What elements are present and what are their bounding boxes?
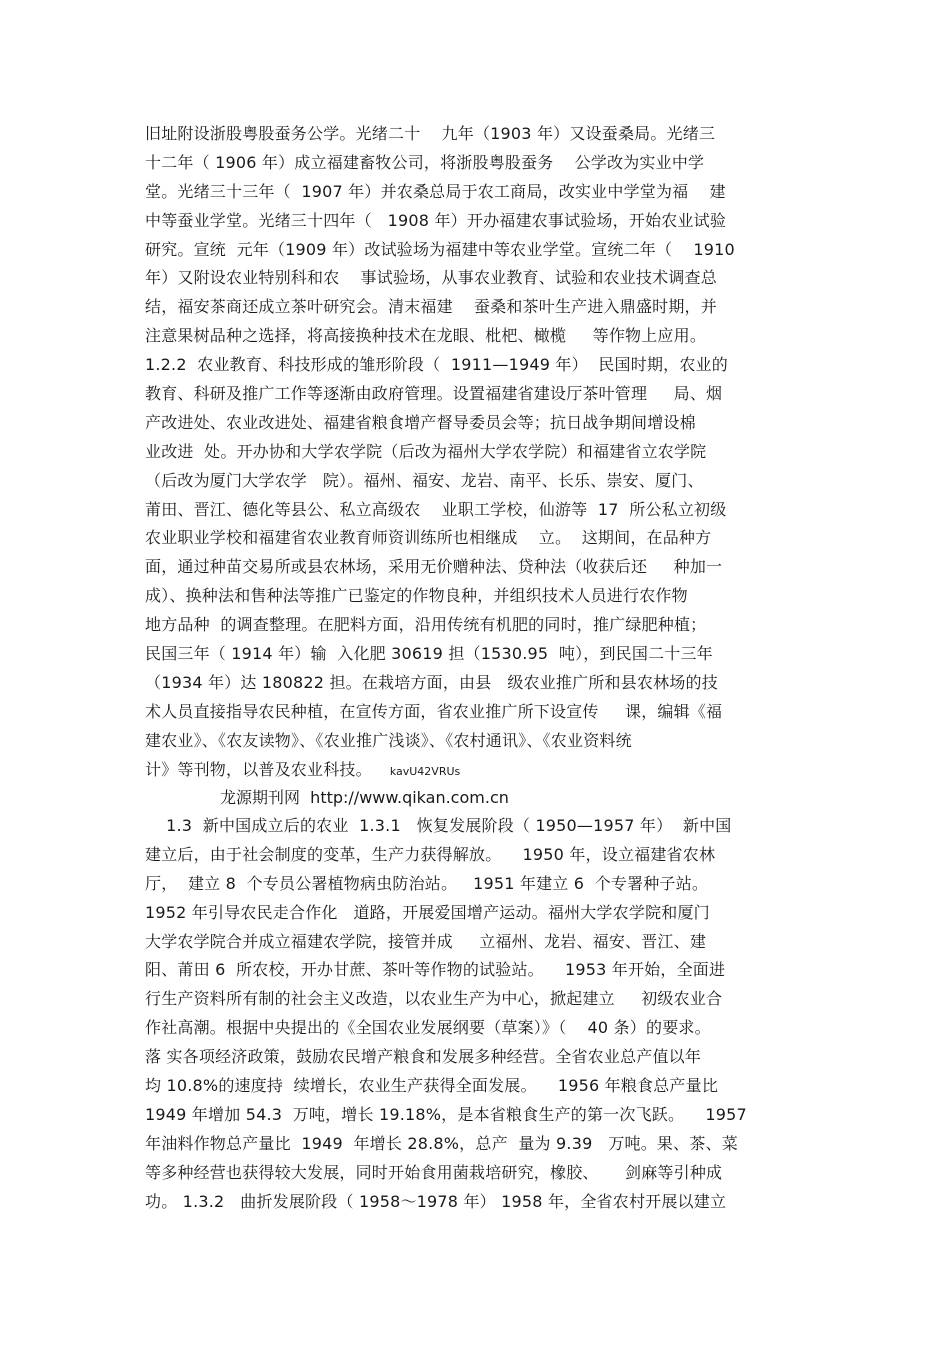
text-line: （1934 年）达 180822 担。在栽培方面，由县 级农业推广所和县农林场的技 — [145, 672, 718, 692]
text-line: 堂。光绪三十三年（ 1907 年）并农桑总局于农工商局，改实业中学堂为福 建 — [145, 181, 726, 201]
text-line: 阳、莆田 6 所农校，开办甘蔗、茶叶等作物的试验站。 1953 年开始，全面进 — [145, 960, 726, 980]
text-line: 注意果树品种之选择，将高接换种技术在龙眼、枇杷、橄榄 等作物上应用。 — [145, 326, 707, 346]
text-line: 落 实各项经济政策，鼓励农民增产粮食和发展多种经营。全省农业总产值以年 — [145, 1047, 702, 1067]
text-line: 行生产资料所有制的社会主义改造，以农业生产为中心，掀起建立 初级农业合 — [145, 989, 723, 1009]
text-line: 地方品种 的调查整理。在肥料方面，沿用传统有机肥的同时，推广绿肥种植； — [145, 615, 707, 635]
text-line: 教育、科研及推广工作等逐渐由政府管理。设置福建省建设厅茶叶管理 局、烟 — [145, 384, 723, 404]
text-line-content: 计》等刊物，以普及农业科技。 — [145, 759, 372, 779]
text-line: 建农业》、《农友读物》、《农业推广浅谈》、《农村通讯》、《农业资料统 — [145, 730, 632, 750]
source-credit-line: 龙源期刊网 http://www.qikan.com.cn — [220, 788, 509, 807]
text-line: 1.2.2 农业教育、科技形成的雏形阶段（ 1911—1949 年） 民国时期，农业的 — [145, 355, 728, 375]
text-line: 1.3 新中国成立后的农业 1.3.1 恢复发展阶段（ 1950—1957 年） 新中国 — [145, 816, 732, 835]
text-line: 作社高潮。根据中央提出的《全国农业发展纲要（草案）》（ 40 条）的要求。 — [145, 1018, 711, 1038]
body-text-section-1 — [145, 120, 825, 784]
text-line: 产改进处、农业改进处、福建省粮食增产督导委员会等；抗日战争期间增设棉 — [145, 412, 696, 432]
text-line: 面，通过种苗交易所或县农林场，采用无价赠种法、贷种法（收获后还 种加一 — [145, 557, 723, 577]
text-line: 1952 年引导农民走合作化 道路，开展爱国增产运动。福州大学农学院和厦门 — [145, 902, 710, 922]
text-line: 中等蚕业学堂。光绪三十四年（ 1908 年）开办福建农事试验场，开始农业试验 — [145, 210, 727, 230]
text-line: 旧址附设浙股粤股蚕务公学。光绪二十 九年（1903 年）又设蚕桑局。光绪三 — [145, 124, 716, 143]
body-text-section-2 — [145, 812, 825, 1216]
text-line: 莆田、晋江、德化等县公、私立高级农 业职工学校，仙游等 17 所公私立初级 — [145, 499, 727, 519]
text-line: 厅， 建立 8 个专员公署植物病虫防治站。 1951 年建立 6 个专署种子站。 — [145, 873, 709, 893]
text-line: 十二年（ 1906 年）成立福建畜牧公司，将浙股粤股蚕务 公学改为实业中学 — [145, 152, 705, 172]
text-line: 年）又附设农业特别科和农 事试验场，从事农业教育、试验和农业技术调查总 — [145, 268, 717, 288]
text-line: 民国三年（ 1914 年）输 入化肥 30619 担（1530.95 吨），到民国二十三年 — [145, 644, 713, 664]
text-line: 大学农学院合并成立福建农学院，接管并成 立福州、龙岩、福安、晋江、建 — [145, 931, 707, 951]
text-line: 均 10.8%的速度持 续增长，农业生产获得全面发展。 1956 年粮食总产量比 — [145, 1076, 719, 1096]
text-line-last — [145, 756, 825, 785]
text-line: 结，福安茶商还成立茶叶研究会。清末福建 蚕桑和茶叶生产进入鼎盛时期，并 — [145, 297, 717, 317]
text-line: 功。 1.3.2 曲折发展阶段（ 1958～1978 年） 1958 年，全省农村开展以建立 — [145, 1191, 727, 1211]
text-line: 年油料作物总产量比 1949 年增长 28.8%，总产 量为 9.39 万吨。果、茶、菜 — [145, 1133, 738, 1153]
watermark-tag: kavU42VRUs — [389, 764, 461, 778]
text-line: 1949 年增加 54.3 万吨，增长 19.18%，是本省粮食生产的第一次飞跃。 1957 — [145, 1104, 747, 1124]
text-line: 等多种经营也获得较大发展，同时开始食用菌栽培研究，橡胶、 剑麻等引种成 — [145, 1162, 723, 1182]
text-line: 建立后，由于社会制度的变革，生产力获得解放。 1950 年，设立福建省农林 — [145, 844, 716, 864]
text-line: 成）、换种法和售种法等推广已鉴定的作物良种，并组织技术人员进行农作物 — [145, 586, 688, 606]
text-line: 业改进 处。开办协和大学农学院（后改为福州大学农学院）和福建省立农学院 — [145, 441, 707, 461]
text-line: 研究。宣统 元年（1909 年）改试验场为福建中等农业学堂。宣统二年（ 1910 — [145, 239, 735, 259]
text-line: （后改为厦门大学农学 院）。福州、福安、龙岩、南平、长乐、崇安、厦门、 — [145, 470, 704, 490]
text-line: 农业职业学校和福建省农业教育师资训练所也相继成 立。 这期间，在品种方 — [145, 528, 712, 548]
text-line: 术人员直接指导农民种植，在宣传方面，省农业推广所下设宣传 课，编辑《福 — [145, 701, 723, 721]
